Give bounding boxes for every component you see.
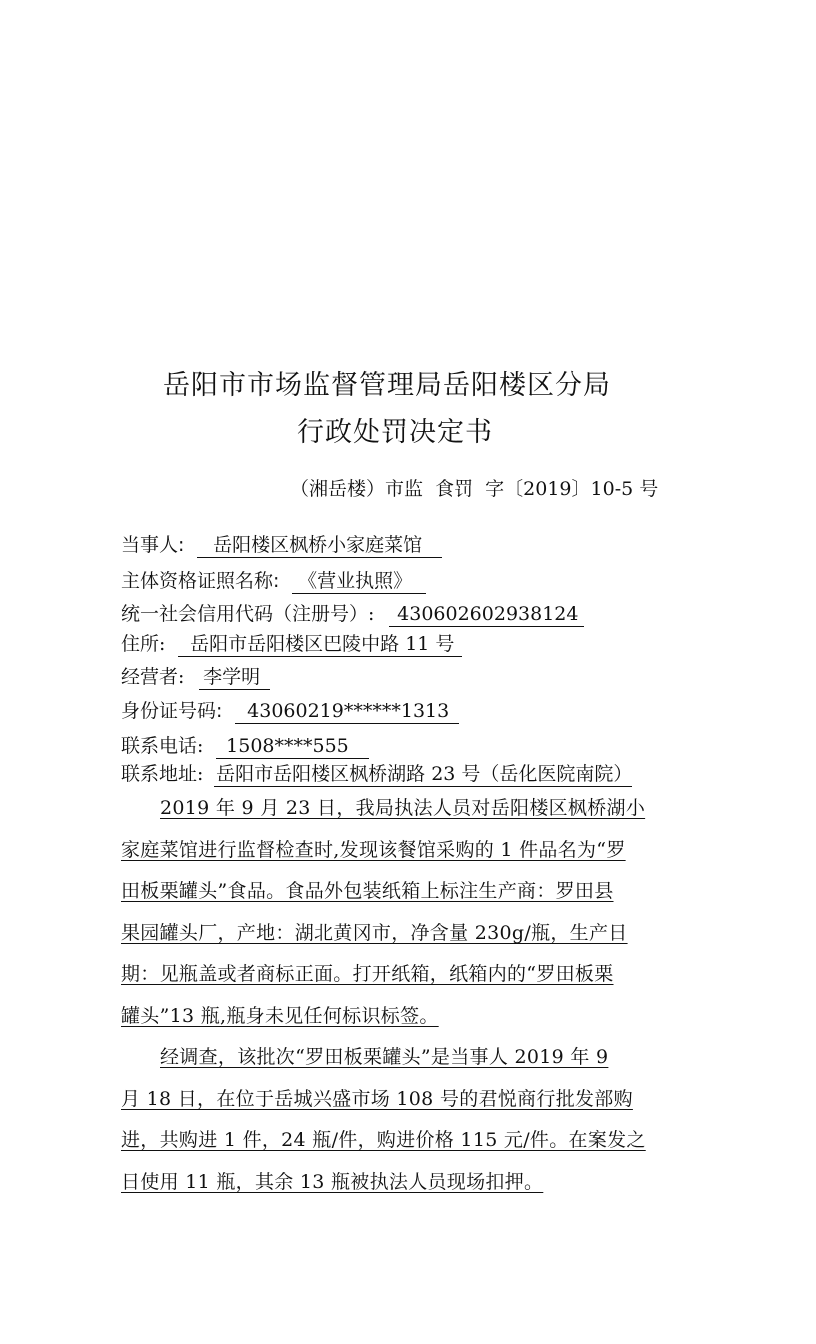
paragraph-line: 田板栗罐头”食品。食品外包装纸箱上标注生产商：罗田县 <box>121 880 614 903</box>
field-contact-address <box>121 759 632 786</box>
contact-value: 岳阳市岳阳楼区枫桥湖路 23 号（岳化医院南院） <box>216 763 633 785</box>
field-credit-code <box>121 599 584 626</box>
paragraph-line: 日使用 11 瓶，其余 13 瓶被执法人员现场扣押。 <box>121 1170 544 1193</box>
id-label: 身份证号码: <box>121 700 223 722</box>
credit-label: 统一社会信用代码（注册号）: <box>121 603 375 625</box>
field-party <box>121 530 442 557</box>
party-value: 岳阳楼区枫桥小家庭菜馆 <box>197 534 442 558</box>
address-label: 住所: <box>121 633 166 655</box>
id-value: 43060219******1313 <box>235 700 459 724</box>
paragraph-line: 2019 年 9 月 23 日，我局执法人员对岳阳楼区枫桥湖小 <box>160 797 646 819</box>
field-operator <box>121 662 270 689</box>
paragraph-line: 罐头”13 瓶,瓶身未见任何标识标签。 <box>121 1004 439 1027</box>
paragraph-line: 果园罐头厂，产地：湖北黄冈市，净含量 230g/瓶，生产日 <box>121 921 628 944</box>
paragraph-line: 经调查，该批次“罗田板栗罐头”是当事人 2019 年 9 <box>160 1046 609 1068</box>
phone-label: 联系电话: <box>121 735 204 757</box>
phone-value: 1508****555 <box>216 735 369 759</box>
paragraph-line: 进，共购进 1 件，24 瓶/件，购进价格 115 元/件。在案发之 <box>121 1129 646 1152</box>
paragraph-line: 月 18 日，在位于岳城兴盛市场 108 号的君悦商行批发部购 <box>121 1087 633 1110</box>
field-phone <box>121 731 369 758</box>
license-label: 主体资格证照名称: <box>121 570 280 592</box>
operator-label: 经营者: <box>121 666 185 688</box>
party-label: 当事人: <box>121 534 185 556</box>
paragraph-line: 家庭菜馆进行监督检查时,发现该餐馆采购的 1 件品名为“罗 <box>121 838 626 861</box>
license-value: 《营业执照》 <box>292 570 426 594</box>
operator-value: 李学明 <box>199 666 270 690</box>
field-id-number <box>121 696 459 723</box>
document-title-line1: 岳阳市市场监督管理局岳阳楼区分局 <box>163 370 611 401</box>
address-value: 岳阳市岳阳楼区巴陵中路 11 号 <box>178 633 462 657</box>
field-address <box>121 629 462 656</box>
investigation-paragraph <box>121 1037 681 1203</box>
paragraph-line: 期：见瓶盖或者商标正面。打开纸箱，纸箱内的“罗田板栗 <box>121 963 614 986</box>
credit-value: 430602602938124 <box>389 603 584 627</box>
finding-paragraph <box>121 788 681 1038</box>
document-title-line2: 行政处罚决定书 <box>297 417 493 448</box>
field-license <box>121 566 426 593</box>
contact-label: 联系地址: <box>121 763 204 785</box>
document-reference-number: （湘岳楼）市监 食罚 字〔2019〕10-5 号 <box>290 478 659 500</box>
